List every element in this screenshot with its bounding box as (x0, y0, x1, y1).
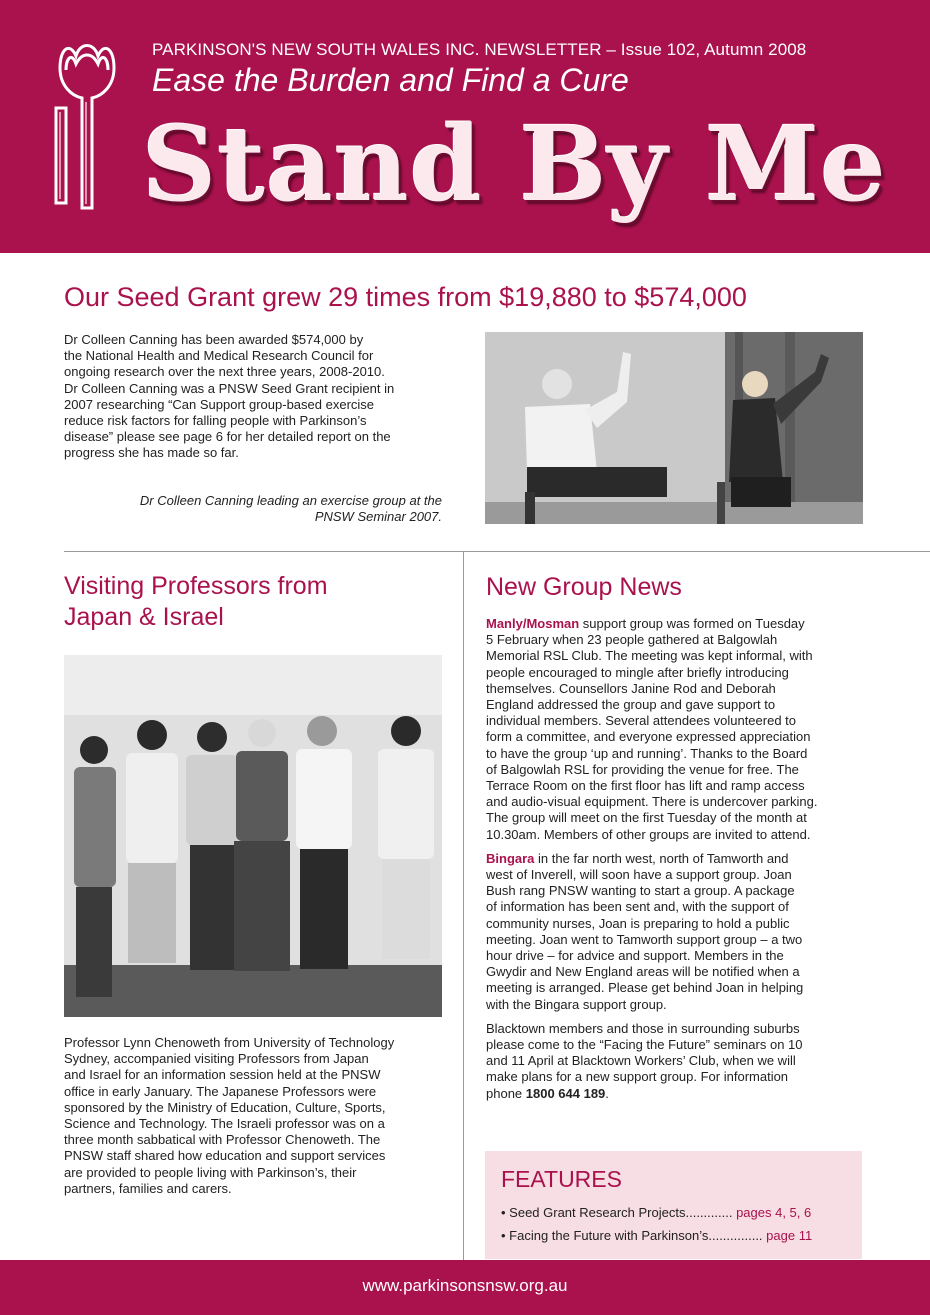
seed-grant-text (64, 332, 449, 462)
text-line: make plans for a new support group. For information (486, 1069, 789, 1085)
newsletter-title: Stand By Me (142, 104, 887, 225)
text-line: progress she has made so far. (64, 445, 239, 461)
text-line: individual members. Several attendees volunteered to (486, 713, 797, 729)
text-line: are provided to people living with Parkinson’s, their (64, 1164, 357, 1180)
text-line: three month sabbatical with Professor Chenoweth. The (64, 1132, 381, 1148)
professors-text (64, 1035, 449, 1197)
professors-heading (64, 571, 328, 633)
heading-line: Visiting Professors from (64, 572, 328, 600)
feature-item[interactable]: • Facing the Future with Parkinson’s............... page 11 (501, 1228, 813, 1243)
features-box (485, 1151, 862, 1259)
bingara-paragraph (486, 851, 876, 1013)
text-line: Sydney, accompanied visiting Professors from Japan (64, 1051, 369, 1067)
text-line: meeting. Joan went to Tamworth support group – a two (486, 931, 803, 947)
text-line: west of Inverell, will soon have a support group. Joan (486, 867, 792, 883)
website-link[interactable]: www.parkinsonsnsw.org.au (362, 1276, 568, 1295)
text-line: please come to the “Facing the Future” seminars on 10 (486, 1037, 803, 1053)
text-line: with the Bingara support group. (486, 996, 667, 1012)
text-line: community nurses, Joan is preparing to hold a public (486, 915, 790, 931)
text-line: and Israel for an information session held at the PNSW (64, 1067, 381, 1083)
features-title: FEATURES (501, 1166, 622, 1192)
text-line: the National Health and Medical Research Council for (64, 348, 374, 364)
text-line: 10.30am. Members of other groups are invited to attend. (486, 826, 811, 842)
group-news-heading: New Group News (486, 573, 682, 601)
masthead (0, 0, 930, 253)
group-news-text (486, 616, 876, 1110)
phone-number: 1800 644 189 (525, 1085, 606, 1101)
photo-caption (64, 493, 442, 525)
visiting-professors-photo (64, 655, 442, 1017)
heading-line: Japan & Israel (64, 603, 224, 631)
feature-item[interactable]: • Seed Grant Research Projects............. pages 4, 5, 6 (501, 1205, 812, 1220)
text-line: Bingara in the far north west, north of Tamworth and (486, 850, 789, 866)
text-line: disease” please see page 6 for her detailed report on the (64, 429, 391, 445)
text-line: England addressed the group and gave support to (486, 697, 776, 713)
text-line: themselves. Counsellors Janine Rod and Deborah (486, 680, 776, 696)
text-line: Terrace Room on the first floor has lift and ramp access (486, 778, 805, 794)
text-line: Gwydir and New England areas will be notified when a (486, 964, 800, 980)
text-line: sponsored by the Ministry of Education, Culture, Sports, (64, 1099, 386, 1115)
text-line: to have the group ‘up and running’. Thanks to the Board (486, 745, 808, 761)
footer (0, 1260, 930, 1315)
text-line: ongoing research over the next three years, 2008-2010. (64, 364, 385, 380)
exercise-group-photo (485, 332, 863, 524)
text-line: 5 February when 23 people gathered at Balgowlah (486, 632, 778, 648)
text-line: office in early January. The Japanese Professors were (64, 1083, 377, 1099)
feature-pages: pages 4, 5, 6 (732, 1205, 812, 1220)
text-line: Manly/Mosman support group was formed on Tuesday (486, 616, 805, 631)
text-line: phone 1800 644 189. (486, 1085, 609, 1101)
manly-paragraph (486, 616, 876, 843)
tulip-logo-icon (52, 38, 122, 213)
seed-grant-headline: Our Seed Grant grew 29 times from $19,880 to $574,000 (64, 282, 747, 312)
text-line: reduce risk factors for falling people with Parkinson’s (64, 413, 367, 429)
text-line: and audio-visual equipment. There is undercover parking. (486, 794, 818, 810)
text-line: of Balgowlah RSL for providing the venue for free. The (486, 761, 799, 777)
text-line: of information has been sent and, with the support of (486, 899, 789, 915)
caption-line: Dr Colleen Canning leading an exercise group at the (139, 493, 442, 508)
text-line: Dr Colleen Canning was a PNSW Seed Grant recipient in (64, 380, 395, 396)
text-line: Blacktown members and those in surrounding suburbs (486, 1020, 800, 1036)
text-line: Professor Lynn Chenoweth from University of Technology (64, 1035, 395, 1050)
text-line: meeting is arranged. Please get behind Joan in helping (486, 980, 804, 996)
caption-line: PNSW Seminar 2007. (314, 509, 442, 524)
feature-pages: page 11 (762, 1228, 813, 1243)
bingara-lead: Bingara (486, 850, 535, 866)
issue-line: PARKINSON'S NEW SOUTH WALES INC. NEWSLETTER – Issue 102, Autumn 2008 (152, 40, 807, 59)
text-line: 2007 researching “Can Support group-based exercise (64, 396, 375, 412)
text-line: and 11 April at Blacktown Workers’ Club, when we will (486, 1053, 796, 1069)
column-divider (463, 552, 464, 1260)
text-line: hour drive – for advice and support. Members in the (486, 948, 784, 964)
horizontal-divider (64, 551, 930, 552)
text-line: form a committee, and everyone expressed appreciation (486, 729, 811, 745)
text-line: The group will meet on the first Tuesday of the month at (486, 810, 807, 826)
tagline: Ease the Burden and Find a Cure (152, 62, 629, 98)
text-line: partners, families and carers. (64, 1180, 232, 1196)
text-line: PNSW staff shared how education and support services (64, 1148, 386, 1164)
text-line: people encouraged to mingle after briefly introducing (486, 664, 789, 680)
text-line: Bush rang PNSW wanting to start a group. A package (486, 883, 795, 899)
text-line: Science and Technology. The Israeli professor was on a (64, 1116, 385, 1132)
text-line: Memorial RSL Club. The meeting was kept informal, with (486, 648, 813, 664)
manly-lead: Manly/Mosman (486, 616, 580, 631)
blacktown-paragraph (486, 1021, 876, 1102)
text-line: Dr Colleen Canning has been awarded $574,000 by (64, 332, 364, 347)
